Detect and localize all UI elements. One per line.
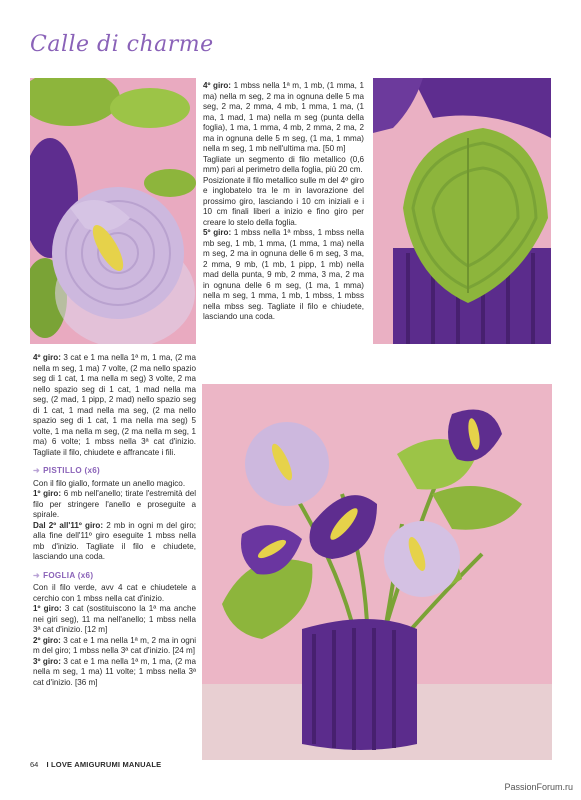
section-heading-pistillo: ➜ PISTILLO (x6)	[33, 466, 101, 475]
section-heading-foglia: ➜ FOGLIA (x6)	[33, 570, 94, 580]
watermark: PassionForum.ru	[504, 782, 573, 792]
paragraph: Posizionate il filo metallico sulle m del 4º giro e inglobatelo tra le m in lavorazione del prossimo giro, lasciando i 10 cm iniziali e i 10 cm finali liberi a inizio e fino giro per creare lo stelo della foglia.	[203, 175, 364, 227]
photo-calla-closeup	[30, 78, 196, 344]
paragraph: Tagliate un segmento di filo metallico (0,6 mm) pari al perimetro della foglia, più 20 cm.	[203, 154, 364, 174]
paragraph: 1º giro: 6 mb nell'anello; tirate l'estremità del filo per stringere l'anello e proseguite a spirale.	[33, 489, 196, 519]
paragraph: 1º giro: 3 cat (sostituiscono la 1ª ma anche nei giri seg), 11 ma nell'anello; 1 mbss nella 3ª cat d'inizio. [12 m]	[33, 604, 196, 634]
page-number: 64	[30, 760, 39, 769]
photo-bouquet	[202, 384, 552, 760]
paragraph: Con il filo giallo, formate un anello magico.	[33, 478, 186, 488]
magazine-name: I LOVE AMIGURUMI MANUALE	[46, 760, 162, 769]
page-footer	[30, 760, 161, 769]
page-title: Calle di charme	[30, 32, 214, 57]
paragraph: 4º giro: 3 cat e 1 ma nella 1ª m, 1 ma, (2 ma nella m seg, 1 ma) 7 volte, (2 ma nello spazio seg di 1 cat, 1 ma nella m seg) 3 volte, 2 ma nello spazio seg di 1 cat, 1 mad nella ma seg, (2 mad, 1 pipp, 2 mad) nello spazio seg di 1 cat, 1 mad nella ma seg, (2 ma nello spazio seg di 1 cat, 1 ma nella ma seg) 5 volte, 1 ma nella m seg, (2 ma nella m seg, 1 ma) 6 volte; 1 mbss nella 3ª cat d'inizio. Tagliate il filo, chiudete e affrancate i fili.	[33, 353, 196, 457]
arrow-right-icon: ➜	[33, 466, 41, 475]
text-column-left	[33, 353, 196, 688]
paragraph: 5º giro: 1 mbss nella 1ª mbss, 1 mbss nella mb seg, 1 mb, 1 mma, (1 mma, 1 ma) nella m seg, 2 ma in ognuna delle 6 m seg, 3 ma, 2 mma, 9 mb, (1 mb, 1 pipp, 1 mb) nella mad della punta, 9 mb, 2 mma, 3 ma, 2 ma in ognuna delle 6 m seg, (1 ma, 1 mma) nella m seg, 1 mma, 1 mb, 1 mbss, 1 mbss nella mbss seg. Tagliate il filo e chiudete, lasciando una coda.	[203, 228, 364, 321]
paragraph: Con il filo verde, avv 4 cat e chiudetele a cerchio con 1 mbss nella cat d'inizio.	[33, 583, 196, 603]
paragraph: 4º giro: 1 mbss nella 1ª m, 1 mb, (1 mma, 1 ma) nella m seg, 2 ma in ognuna delle 5 ma seg, 2 ma, 2 mma, 4 mb, 1 mma, 1 ma, (1 ma, 1 mad, 1 ma) nella m seg (punta della foglia), 1 ma, 1 mma, 4 mb, 2 mma, 2 ma, 2 ma in ognuna delle 5 m seg, (1 ma, 1 mma) nella m seg, 1 mb nell'ultima ma. [50 m]	[203, 81, 364, 153]
paragraph: Dal 2º all'11º giro: 2 mb in ogni m del giro; alla fine dell'11º giro eseguite 1 mbss nella mb d'inizio. Tagliate il filo e chiudete, lasciando una coda.	[33, 520, 196, 561]
photo-leaf-closeup	[373, 78, 551, 344]
arrow-right-icon: ➜	[33, 570, 41, 580]
text-column-middle	[203, 81, 364, 323]
paragraph: 2º giro: 3 cat e 1 ma nella 1ª m, 2 ma in ogni m del giro; 1 mbss nella 3ª cat d'inizio. [24 m]	[33, 635, 196, 655]
paragraph: 3º giro: 3 cat e 1 ma nella 1ª m, 1 ma, (2 ma nella m seg, 1 ma) 11 volte; 1 mbss nella 3ª cat d'inizio. [36 m]	[33, 656, 196, 687]
